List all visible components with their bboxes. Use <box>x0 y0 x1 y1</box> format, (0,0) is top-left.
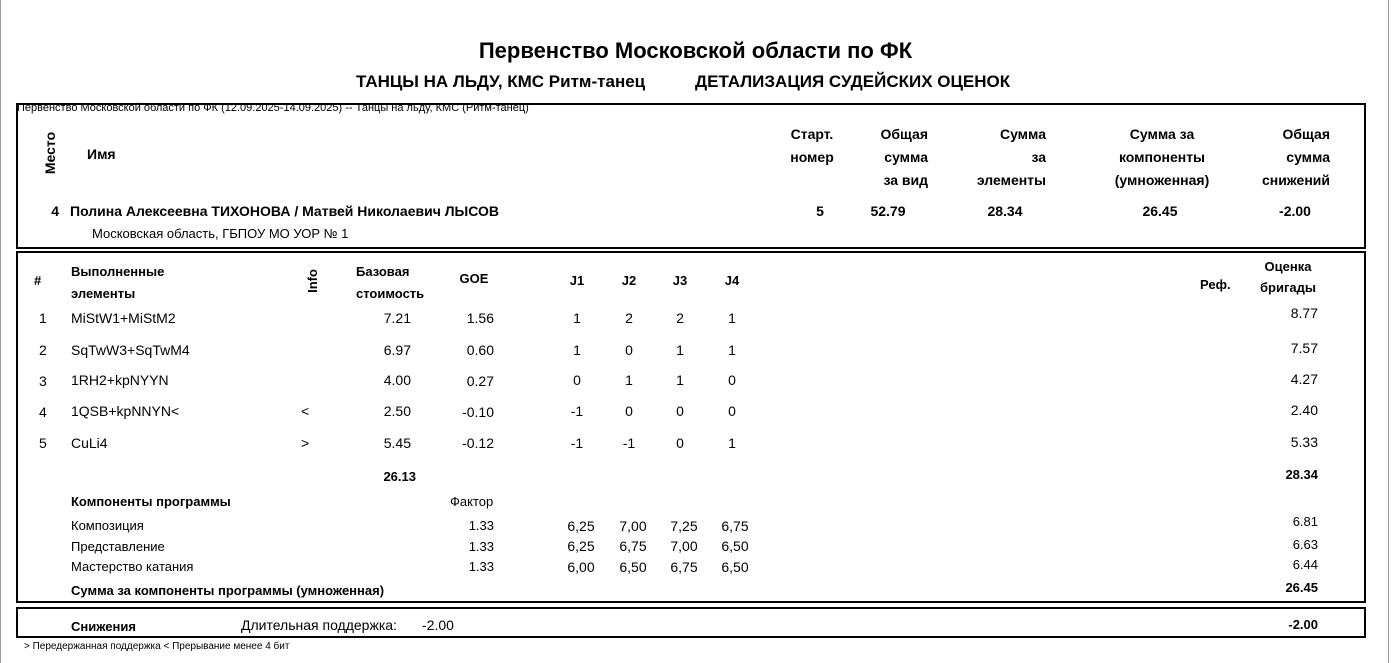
element-info: < <box>301 403 310 419</box>
col-base-line2: стоимость <box>356 286 425 301</box>
element-info: > <box>301 435 310 451</box>
element-j1: -1 <box>570 403 584 419</box>
element-j2: 2 <box>625 310 633 326</box>
element-panel: 8.77 <box>1290 305 1318 321</box>
element-j3: 0 <box>676 403 684 419</box>
header-elements-line3: элементы <box>976 172 1046 188</box>
component-panel: 6.44 <box>1292 557 1318 572</box>
element-number: 2 <box>39 342 47 358</box>
col-elements-line2: элементы <box>71 286 136 301</box>
element-number: 4 <box>39 404 47 420</box>
deductions-total: -2.00 <box>1288 617 1318 632</box>
header-deductions-line3: снижений <box>1261 172 1330 188</box>
element-goe: -0.10 <box>462 404 494 420</box>
element-panel: 5.33 <box>1290 434 1318 450</box>
element-j1: 1 <box>573 342 581 358</box>
component-j4: 6,50 <box>721 538 749 554</box>
component-panel: 6.63 <box>1292 537 1318 552</box>
footnote: > Передержанная поддержка < Прерывание менее 4 бит <box>24 641 290 652</box>
component-name: Композиция <box>71 518 144 533</box>
component-name: Представление <box>71 539 165 554</box>
header-components-line3: (умноженная) <box>1114 172 1210 188</box>
components-header: Компоненты программы <box>71 494 231 509</box>
header-total-score <box>830 123 928 192</box>
component-name: Мастерство катания <box>71 559 194 574</box>
element-base: 2.50 <box>383 403 411 419</box>
col-panel-line2: бригады <box>1260 280 1316 295</box>
element-panel: 4.27 <box>1290 371 1318 387</box>
header-components-line1: Сумма за <box>1129 126 1195 142</box>
element-j4: 1 <box>728 435 736 451</box>
component-j1: 6,25 <box>567 518 595 534</box>
element-name: CuLi4 <box>71 435 108 451</box>
element-base: 7.21 <box>383 310 411 326</box>
header-elements-line1: Сумма <box>999 126 1046 142</box>
component-j3: 6,75 <box>670 559 698 575</box>
components-total: 26.45 <box>1285 580 1318 595</box>
element-j3: 1 <box>676 372 684 388</box>
col-elements <box>71 261 164 305</box>
col-j2: J2 <box>621 273 637 288</box>
col-j1: J1 <box>569 273 585 288</box>
components-total-label: Сумма за компоненты программы (умноженная) <box>71 583 385 598</box>
col-elements-line1: Выполненные <box>71 264 165 279</box>
header-name: Имя <box>87 146 116 162</box>
component-j4: 6,50 <box>721 559 749 575</box>
element-name: 1QSB+kpNNYN< <box>71 403 180 419</box>
element-j2: 0 <box>625 403 633 419</box>
header-start-number-line2: номер <box>790 149 834 165</box>
event-line: Первенство Московской области по ФК (12.09.2025-14.09.2025) -- Танцы на льду, КМС (Ритм-танец) <box>17 102 529 114</box>
deductions-box <box>16 607 1366 638</box>
event-subtitle: ТАНЦЫ НА ЛЬДУ, КМС Ритм-танец <box>356 72 646 91</box>
skater-components-score: 26.45 <box>1142 203 1178 219</box>
skater-name: Полина Алексеевна ТИХОНОВА / Матвей Николаевич ЛЫСОВ <box>70 203 500 219</box>
elements-base-total: 26.13 <box>383 469 416 484</box>
col-goe: GOE <box>459 271 489 286</box>
element-name: MiStW1+MiStM2 <box>71 310 176 326</box>
element-goe: 0.27 <box>466 373 494 389</box>
skater-total-score: 52.79 <box>870 203 906 219</box>
element-panel: 7.57 <box>1290 340 1318 356</box>
skater-elements-score: 28.34 <box>987 203 1023 219</box>
skater-start-number: 5 <box>816 203 824 219</box>
element-number: 5 <box>39 435 47 451</box>
elements-panel-total: 28.34 <box>1285 467 1318 482</box>
element-j4: 0 <box>728 372 736 388</box>
element-panel: 2.40 <box>1290 402 1318 418</box>
header-deductions <box>1230 123 1330 192</box>
element-base: 5.45 <box>383 435 411 451</box>
element-goe: 1.56 <box>466 310 494 326</box>
header-total-line3: за вид <box>883 172 928 188</box>
component-factor: 1.33 <box>468 559 494 574</box>
element-j3: 0 <box>676 435 684 451</box>
component-factor: 1.33 <box>468 539 494 554</box>
component-j1: 6,00 <box>567 559 595 575</box>
element-j3: 2 <box>676 310 684 326</box>
col-j4: J4 <box>724 273 740 288</box>
col-j3: J3 <box>672 273 688 288</box>
element-j1: 0 <box>573 372 581 388</box>
header-components-score <box>1082 123 1242 192</box>
element-name: 1RH2+kpNYYN <box>71 372 169 388</box>
component-j3: 7,25 <box>670 518 698 534</box>
col-panel-score <box>1248 256 1328 298</box>
header-deductions-line2: сумма <box>1286 149 1330 165</box>
element-goe: 0.60 <box>466 342 494 358</box>
component-j2: 6,75 <box>619 538 647 554</box>
col-number: # <box>34 273 42 288</box>
report-subtitle: ДЕТАЛИЗАЦИЯ СУДЕЙСКИХ ОЦЕНОК <box>695 72 1011 91</box>
col-referee: Реф. <box>1200 277 1231 292</box>
col-panel-line1: Оценка <box>1264 259 1312 274</box>
deduction-detail-label: Длительная поддержка: <box>241 617 397 633</box>
skater-deductions: -2.00 <box>1279 203 1311 219</box>
header-start-number-line1: Старт. <box>790 126 834 142</box>
col-info: Info <box>305 269 320 293</box>
component-panel: 6.81 <box>1292 514 1318 529</box>
col-base-value <box>356 261 424 305</box>
element-number: 3 <box>39 373 47 389</box>
element-base: 6.97 <box>383 342 411 358</box>
header-total-line2: сумма <box>884 149 928 165</box>
component-j1: 6,25 <box>567 538 595 554</box>
component-j2: 7,00 <box>619 518 647 534</box>
element-name: SqTwW3+SqTwM4 <box>71 342 190 358</box>
element-j2: 0 <box>625 342 633 358</box>
deductions-label: Снижения <box>71 619 136 634</box>
header-elements-score <box>940 123 1046 192</box>
factor-label: Фактор <box>450 494 494 509</box>
page-title: Первенство Московской области по ФК <box>478 38 913 63</box>
element-j1: 1 <box>573 310 581 326</box>
header-elements-line2: за <box>1031 149 1046 165</box>
element-j2: -1 <box>622 435 636 451</box>
element-base: 4.00 <box>383 372 411 388</box>
component-factor: 1.33 <box>468 518 494 533</box>
header-components-line2: компоненты <box>1118 149 1206 165</box>
component-j4: 6,75 <box>721 518 749 534</box>
element-j3: 1 <box>676 342 684 358</box>
header-total-line1: Общая <box>880 126 928 142</box>
element-j1: -1 <box>570 435 584 451</box>
page-border-left <box>0 0 1 663</box>
header-place: Место <box>42 131 58 175</box>
deduction-detail-value: -2.00 <box>422 617 454 633</box>
element-j4: 1 <box>728 310 736 326</box>
element-j4: 0 <box>728 403 736 419</box>
page-border-right <box>1388 0 1389 663</box>
element-number: 1 <box>39 310 47 326</box>
element-j2: 1 <box>625 372 633 388</box>
col-base-line1: Базовая <box>356 264 410 279</box>
element-goe: -0.12 <box>462 435 494 451</box>
skater-place: 4 <box>51 203 59 219</box>
skater-club: Московская область, ГБПОУ МО УОР № 1 <box>92 226 349 241</box>
header-deductions-line1: Общая <box>1282 126 1330 142</box>
component-j2: 6,50 <box>619 559 647 575</box>
element-j4: 1 <box>728 342 736 358</box>
component-j3: 7,00 <box>670 538 698 554</box>
